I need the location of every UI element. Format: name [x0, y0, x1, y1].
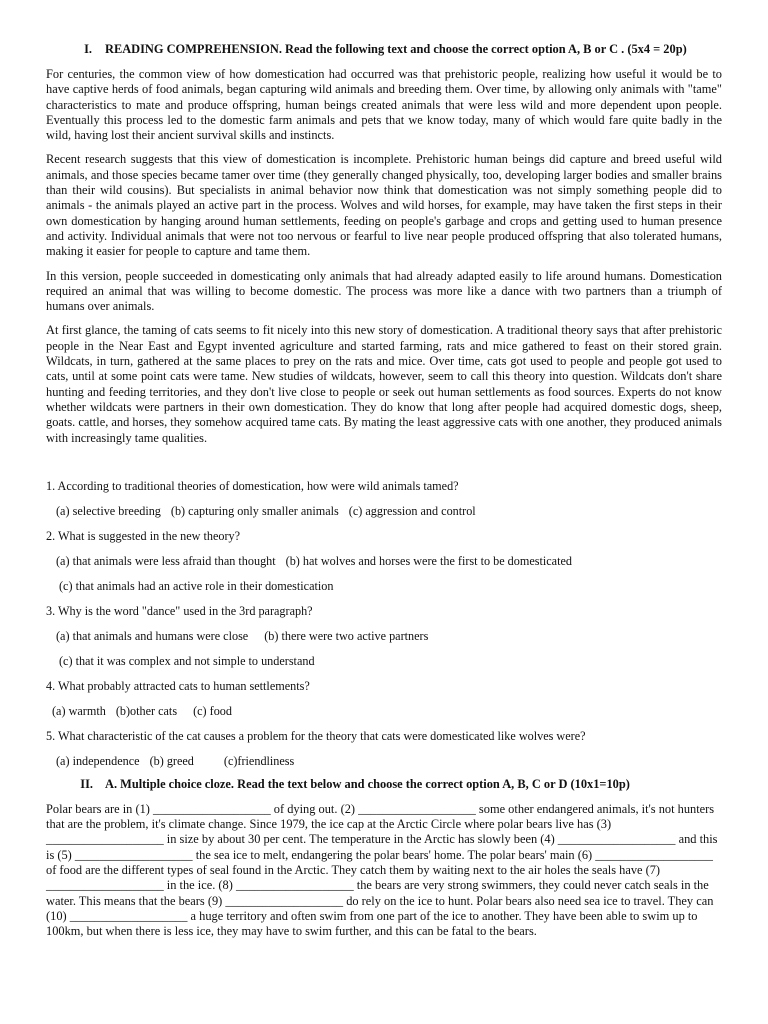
section-1-title: READING COMPREHENSION. Read the following text and choose the correct option A, B or C . (5x4 = 20p): [105, 42, 687, 56]
section-2-heading: [46, 775, 722, 793]
question-4-option-a: (a) warmth: [52, 703, 106, 718]
question-2-option-b: (b) hat wolves and horses were the first to be domesticated: [285, 553, 572, 568]
question-4-option-b: (b)other cats: [115, 703, 178, 718]
question-5-option-a: (a) independence: [56, 753, 140, 768]
section-1-heading: [46, 40, 722, 58]
reading-paragraph-1: For centuries, the common view of how domestication had occurred was that prehistoric people, realizing how useful it would be to have captive herds of food animals, began capturing wild animals and breeding them. Over time, by allowing only animals with "tame" characteristics to mate and produce offspring, human beings created animals that were less wild and more dependent upon people. Eventually this process led to the domestic farm animals and pets that we know today, many of which would fare quite badly in the wild, having lost their ancient survival skills and instincts.: [46, 67, 722, 143]
question-5-options: [46, 754, 722, 769]
question-3-option-a: (a) that animals and humans were close: [56, 628, 249, 643]
reading-paragraph-3: In this version, people succeeded in domesticating only animals that had already adapted easily to life around humans. Domestication required an animal that was willing to become domestic. The process was more like a dance with two partners than a triumph of humans over animals.: [46, 268, 722, 314]
question-4: 4. What probably attracted cats to human settlements?: [46, 678, 310, 693]
question-1-options: [46, 504, 722, 519]
question-1-option-a: (a) selective breeding: [56, 503, 161, 518]
question-5-option-c: (c)friendliness: [223, 753, 295, 768]
section-2-number: II.: [80, 776, 93, 791]
question-3-options-ab: [46, 629, 722, 644]
question-1-option-c: (c) aggression and control: [348, 503, 476, 518]
question-2-options-ab: [46, 554, 722, 569]
question-3: 3. Why is the word "dance" used in the 3rd paragraph?: [46, 603, 313, 618]
question-5-option-b: (b) greed: [149, 753, 194, 768]
question-2-options-c: [46, 579, 722, 594]
section-2-title: A. Multiple choice cloze. Read the text below and choose the correct option A, B, C or D (10x1=10p): [105, 776, 630, 791]
question-list: [46, 479, 722, 769]
worksheet-page: [46, 40, 722, 940]
reading-paragraph-4: At first glance, the taming of cats seems to fit nicely into this new story of domestication. A traditional theory says that after prehistoric people in the Near East and Egypt invented agriculture and started farming, rats and mice gathered to feast on their stored grain. Wildcats, in turn, gathered at the same places to prey on the rats and mice. Over time, cats got used to people and people got used to cats, until at some point cats were tame. New studies of wildcats, however, seem to call this theory into question. Wildcats don't share hunting and feeding territories, and they don't live close to people or seek out human settlements as food sources. Experts do not know whether wildcats were partners in their own domestication. They do know that long after people had acquired domestic dogs, sheep, goats. cattle, and horses, they somehow acquired tame cats. By mating the least aggressive cats with one another, they produced animals with increasingly tame qualities.: [46, 323, 722, 445]
section-1-number: I.: [84, 42, 92, 56]
question-1-option-b: (b) capturing only smaller animals: [170, 503, 339, 518]
question-3-option-c: (c) that it was complex and not simple to understand: [59, 653, 315, 668]
question-2-option-a: (a) that animals were less afraid than thought: [56, 553, 276, 568]
reading-paragraph-2: Recent research suggests that this view of domestication is incomplete. Prehistoric human beings did capture and breed useful wild animals, and those species became tamer over time (they generally changed physically, too, developing larger bodies and smaller brains than their wild cousins). But specialists in animal behavior now think that domestication was not simply something people did to animals - the animals played an active part in the process. Wolves and wild horses, for example, may have taken the first steps in their own domestication by hanging around human settlements, feeding on people's garbage and crops and getting used to human presence and activity. Individual animals that were not too nervous or fearful to live near people produced offspring that also tolerated humans, making it easier for people to capture and tame them.: [46, 152, 722, 259]
question-4-option-c: (c) food: [193, 703, 232, 718]
question-1: 1. According to traditional theories of domestication, how were wild animals tamed?: [46, 478, 459, 493]
question-2-option-c: (c) that animals had an active role in their domestication: [59, 578, 334, 593]
question-2: 2. What is suggested in the new theory?: [46, 528, 241, 543]
question-4-options: [46, 704, 722, 719]
question-3-options-c: [46, 654, 722, 669]
cloze-text: Polar bears are in (1) ___________________ of dying out. (2) ___________________ some other endangered animals, it's not hunters that are the problem, it's climate change. Since 1979, the ice cap at the Arctic Circle where polar bears live has (3) ___________________ in size by about 30 per cent. The temperature in the Arctic has slowly been (4) ___________________ and this is (5) ___________________ the sea ice to melt, endangering the polar bears' home. The polar bears' main (6) ___________________ of food are the different types of seal found in the Arctic. They catch them by waiting next to the air holes the seals have (7) ___________________ in the ice. (8) ___________________ the bears are very strong swimmers, they could never catch seals in the water. This means that the bears (9) ___________________ do rely on the ice to hunt. Polar bears also need sea ice to travel. They can (10) ___________________ a huge territory and often swim from one part of the ice to another. They have been able to swim up to 100km, but when there is less ice, they may have to swim further, and this can be fatal to the bears.: [46, 801, 718, 939]
question-3-option-b: (b) there were two active partners: [264, 628, 429, 643]
question-5: 5. What characteristic of the cat causes a problem for the theory that cats were domesticated like wolves were?: [46, 728, 586, 743]
